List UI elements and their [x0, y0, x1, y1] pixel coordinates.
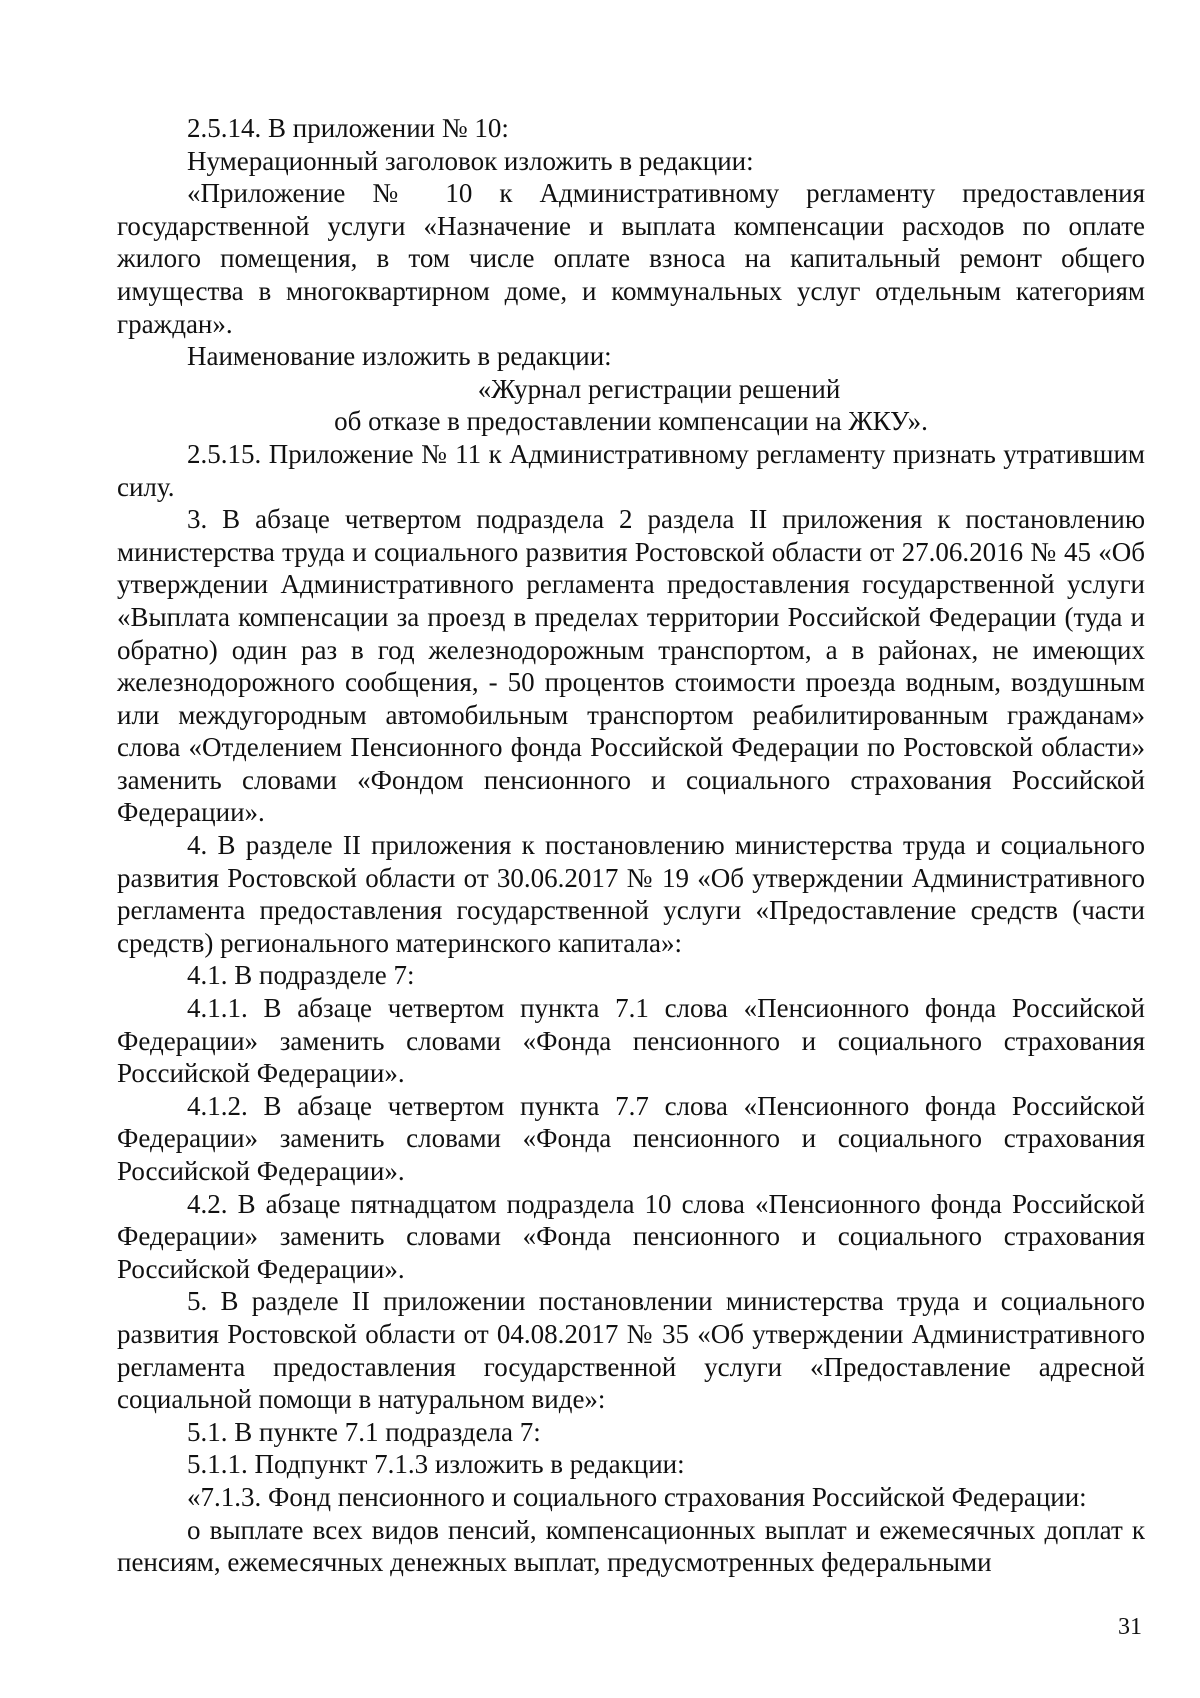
paragraph: Наименование изложить в редакции:	[187, 341, 612, 372]
centered-title-line: «Журнал регистрации решений	[477, 373, 841, 404]
centered-title-line: об отказе в предоставлении компенсации на ЖКУ».	[334, 406, 928, 437]
page-number: 31	[1118, 1614, 1142, 1640]
paragraph: 5. В разделе II приложении постановлении министерства труда и социального развития Ростовской области от 04.08.2017 № 35 «Об утверждении Административного регламента предоставления государственной услуги «Предоставление адресной социальной помощи в натуральном виде»:	[117, 1286, 1145, 1415]
paragraph: 4.1.2. В абзаце четвертом пункта 7.7 слова «Пенсионного фонда Российской Федерации» заменить словами «Фонда пенсионного и социального страхования Российской Федерации».	[117, 1090, 1145, 1186]
paragraph: «7.1.3. Фонд пенсионного и социального страхования Российской Федерации:	[187, 1481, 1087, 1512]
paragraph: 4.2. В абзаце пятнадцатом подраздела 10 слова «Пенсионного фонда Российской Федерации» заменить словами «Фонда пенсионного и социального страхования Российской Федерации».	[117, 1188, 1145, 1284]
paragraph: 4.1.1. В абзаце четвертом пункта 7.1 слова «Пенсионного фонда Российской Федерации» заменить словами «Фонда пенсионного и социального страхования Российской Федерации».	[117, 993, 1145, 1089]
paragraph: 2.5.15. Приложение № 11 к Административному регламенту признать утратившим силу.	[117, 438, 1145, 502]
paragraph: 2.5.14. В приложении № 10:	[187, 113, 509, 143]
paragraph: 5.1.1. Подпункт 7.1.3 изложить в редакции:	[187, 1449, 685, 1480]
paragraph: Нумерационный заголовок изложить в редакции:	[187, 145, 754, 176]
paragraph: 4. В разделе II приложения к постановлению министерства труда и социального развития Ростовской области от 30.06.2017 № 19 «Об утверждении Административного регламента предоставления государственной услуги «Предоставление средств (части средств) регионального материнского капитала»:	[117, 830, 1145, 958]
paragraph: «Приложение № 10 к Административному регламенту предоставления государственной услуги «Назначение и выплата компенсации расходов по оплате жилого помещения, в том числе оплате взноса на капитальный ремонт общего имущества в многоквартирном доме, и коммунальных услуг отдельным категориям граждан».	[117, 178, 1145, 339]
paragraph: 3. В абзаце четвертом подраздела 2 раздела II приложения к постановлению министерства труда и социального развития Ростовской области от 27.06.2016 № 45 «Об утверждении Административного регламента предоставления государственной услуги «Выплата компенсации за проезд в пределах территории Российской Федерации (туда и обратно) один раз в год железнодорожным транспортом, а в районах, не имеющих железнодорожного сообщения, - 50 процентов стоимости проезда водным, воздушным или междугородным автомобильным транспортом реабилитированным гражданам» слова «Отделением Пенсионного фонда Российской Федерации по Ростовской области» заменить словами «Фондом пенсионного и социального страхования Российской Федерации».	[117, 504, 1145, 828]
paragraph: 5.1. В пункте 7.1 подраздела 7:	[187, 1416, 541, 1447]
document-body	[117, 112, 1145, 1579]
paragraph: о выплате всех видов пенсий, компенсационных выплат и ежемесячных доплат к пенсиям, ежемесячных денежных выплат, предусмотренных федеральными	[117, 1514, 1145, 1578]
paragraph: 4.1. В подразделе 7:	[187, 960, 415, 991]
